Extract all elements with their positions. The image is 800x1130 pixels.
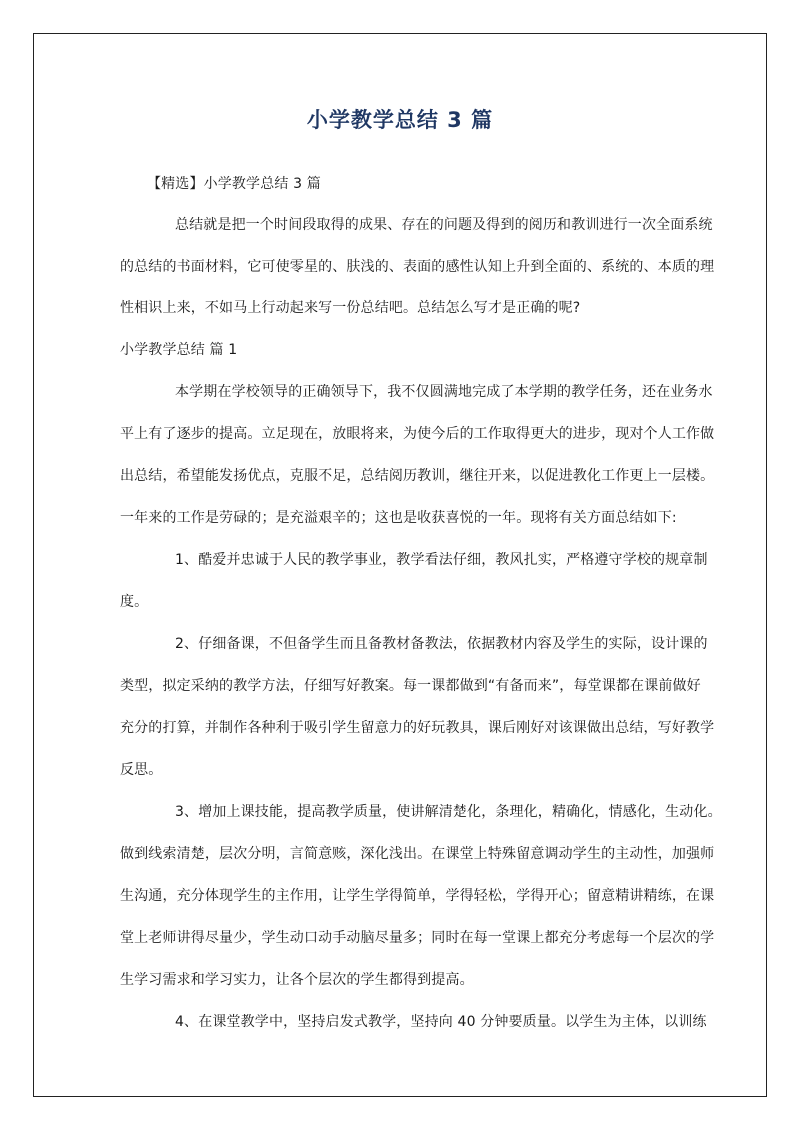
paragraph-line: 1、酷爱并忠诚于人民的教学事业，教学看法仔细，教风扎实，严格遵守学校的规章制 (175, 552, 708, 568)
paragraph-line: 充分的打算，并制作各种利于吸引学生留意力的好玩教具，课后刚好对该课做出总结，写好教学 (120, 720, 715, 736)
paragraph-line: 堂上老师讲得尽量少，学生动口动手动脑尽量多；同时在每一堂课上都充分考虑每一个层次的学 (120, 930, 715, 946)
paragraph-line: 3、增加上课技能，提高教学质量，使讲解清楚化，条理化，精确化，情感化，生动化。 (175, 804, 722, 820)
paragraph-line: 一年来的工作是劳碌的；是充溢艰辛的；这也是收获喜悦的一年。现将有关方面总结如下: (120, 510, 677, 526)
paragraph-line: 平上有了逐步的提高。立足现在，放眼将来，为使今后的工作取得更大的进步，现对个人工作做 (120, 426, 715, 442)
paragraph-line: 2、仔细备课，不但备学生而且备教材备教法，依据教材内容及学生的实际，设计课的 (175, 636, 708, 652)
paragraph-line: 4、在课堂教学中，坚持启发式教学，坚持向 40 分钟要质量。以学生为主体，以训练 (175, 1014, 707, 1030)
paragraph-line: 类型，拟定采纳的教学方法，仔细写好教案。每一课都做到“有备而来”，每堂课都在课前做好 (120, 678, 701, 694)
paragraph-line: 反思。 (120, 762, 163, 778)
paragraph-line: 生沟通，充分体现学生的主作用，让学生学得简单，学得轻松，学得开心；留意精讲精练，在课 (120, 888, 715, 904)
document-subtitle: 【精选】小学教学总结 3 篇 (147, 176, 321, 192)
paragraph-line: 度。 (120, 594, 149, 610)
paragraph-line: 的总结的书面材料，它可使零星的、肤浅的、表面的感性认知上升到全面的、系统的、本质的理 (120, 259, 715, 275)
paragraph-line: 总结就是把一个时间段取得的成果、存在的问题及得到的阅历和教训进行一次全面系统 (175, 217, 713, 233)
paragraph-line: 出总结，希望能发扬优点，克服不足，总结阅历教训，继往开来，以促进教化工作更上一层楼。 (120, 468, 715, 484)
document-title: 小学教学总结 3 篇 (306, 108, 494, 132)
paragraph-line: 本学期在学校领导的正确领导下，我不仅圆满地完成了本学期的教学任务，还在业务水 (175, 384, 713, 400)
paragraph-line: 生学习需求和学习实力，让各个层次的学生都得到提高。 (120, 972, 474, 988)
paragraph-line: 性相识上来，不如马上行动起来写一份总结吧。总结怎么写才是正确的呢? (120, 300, 581, 316)
section-heading: 小学教学总结 篇 1 (120, 342, 238, 358)
paragraph-line: 做到线索清楚，层次分明，言简意赅，深化浅出。在课堂上特殊留意调动学生的主动性，加强师 (120, 846, 715, 862)
